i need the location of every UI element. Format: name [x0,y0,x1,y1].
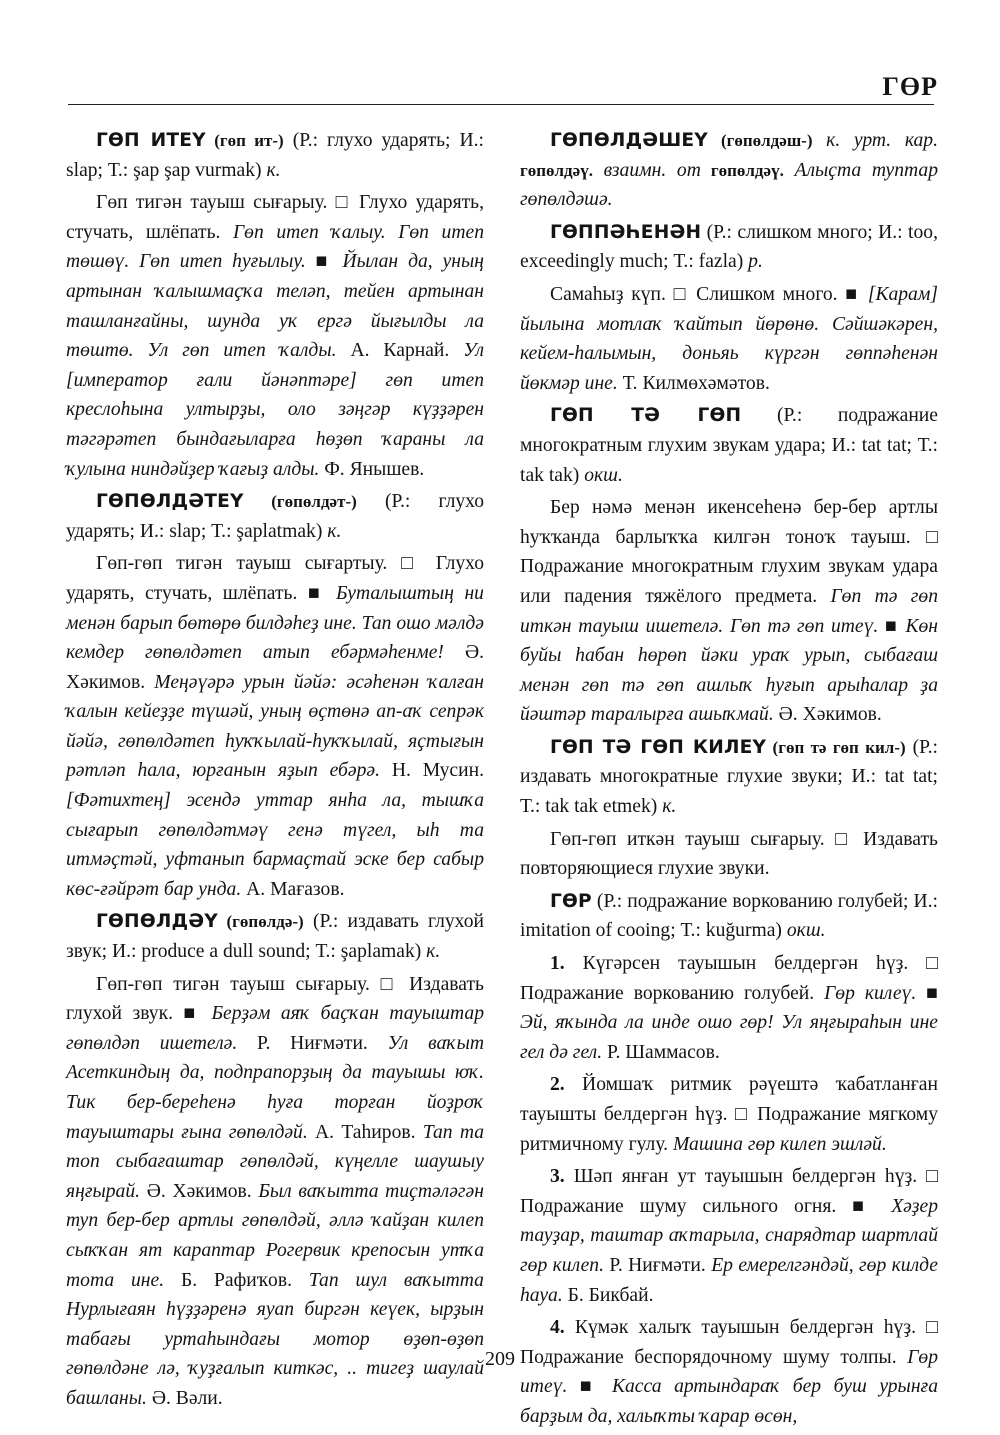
body-text: (Р.: издавать глухой звук; И.: produce a dull sound; Т.: şaplamak) [66,911,484,963]
body-text: Ә. Хәкимов. [773,704,882,726]
italic-example: к. [266,159,281,181]
body-text: Ә. Хәкимов. [140,1180,259,1202]
body-text: А. Таһиров. [307,1121,423,1143]
body-text: ■ [916,982,939,1004]
entry-body-paragraph [520,493,938,730]
entry-headword-paragraph [66,487,484,546]
bold-form: (гөп ит-) [205,131,284,150]
body-text: Ә. Вәли. [146,1387,223,1409]
entry-body-paragraph [66,549,484,904]
page-number: 209 [485,1348,515,1370]
bold-form: (гөпөлдә-) [217,912,304,932]
body-text: (Р.: глухо ударять; И.: slap; Т.: şaplatmak) [66,491,485,542]
body-text: Күмәк халыҡ тауышын белдергән һүҙ. □ Подражание беспорядочному шуму толпы. [520,1317,938,1368]
italic-example: Йылан да, уның артынан ҡалышмаҫҡа теләп, тейен артынан ташланғайны, шунда уҡ ергә йығылды ла төштө. Ул гөп итеп ҡалды. [66,251,485,362]
italic-example: Буталыштың ни менән барып бөтөрө билдәһеҙ ине. Тап ошо мәлдә кемдер гөпөлдәтеп атып ебәрмәһенме! [66,582,484,664]
italic-example: Ул ваҡыт Асеткиндың да, подпрапорҙың да тауышы юҡ. Тик бер-береһенә һуға торған йоҙроҡ тауыштары ғына гөпөлдәй. [66,1032,484,1143]
italic-example: Эй, яҡында ла инде ошо гөр! Ул яңғыраһын ине гел дә гел. [520,1012,938,1063]
body-text: Т. Килмөхәмәтов. [617,372,770,394]
italic-example: Меңәүәрә урын йәйә: әсәһенән ҡалған ҡалын кейеҙҙе түшәй, уның өҫтөнә ап-аҡ сепрәк йәйә, гөпөлдәтеп һуҡҡылай-һуҡҡылай, яҫтығын рәтләп һала, юрғанын яҙып ебәрә. [66,671,484,782]
entry-body-paragraph [66,970,484,1414]
body-text: Б. Бикбай. [562,1284,654,1306]
entry-body-paragraph [520,1313,938,1431]
entry-body-paragraph [520,825,938,884]
body-text: ■ [878,615,906,637]
italic-example: взаимн. от [592,159,701,181]
body-text: (Р.: слишком много; И.: too, exceedingly much; Т.: fazla) [520,221,938,273]
italic-example: Гөп тә гөп иткән тауыш ишетелә. Гөп тә гөп итеү. [520,585,938,637]
body-text: Күгәрсен тауышын белдергән һүҙ. □ Подражание воркованию голубей. [520,953,938,1004]
entry-body-paragraph [66,188,484,484]
italic-example: р. [748,251,763,273]
italic-example: окш. [786,920,826,942]
italic-example: к. [662,796,677,818]
bold-form: гөпөлдәү. [520,160,593,180]
body-text [813,130,827,151]
italic-example: к. [327,520,342,542]
headword: ГӨПӨЛДӘҮ [96,911,218,933]
italic-example: Тап та топ сыбағаштар гөпөлдәй, күңелле шаушыу яңғырай. [66,1121,485,1202]
headword: ГӨП ТӘ ГӨП КИЛЕҮ [550,736,767,758]
body-text: Гөп-гөп тигән тауыш сығартыу. □ Глухо ударять, стучать, шлёпать. ■ [66,553,484,604]
entry-headword-paragraph [520,218,938,277]
italic-example: Тап шул ваҡытта Нурлығаян һүҙҙәренә яуап биргән кеүек, ырҙын табағы уртаһындағы мотор өҙөп-өҙөп гөпөлдәне лә, ҡуҙғалып киткәс, .. тигеҙ шаулай башланы. [66,1269,484,1409]
body-text: Р. Ниғмәти. [237,1032,388,1054]
bold-form: гөпөлдәү. [700,160,784,180]
entry-body-paragraph [520,1162,938,1310]
body-text: ■ [567,1376,612,1398]
right-column [520,126,938,1435]
body-text: А. Мағазов. [241,878,345,900]
body-text: (Р.: подражание многократным глухим звукам удара; И.: tat tat; Т.: tak tak) [520,405,938,486]
body-text: (Р.: подражание воркованию голубей; И.: imitation of cooing; Т.: kuğurma) [520,890,938,942]
italic-example: [Фәтихтең] эсендә уттар янһа ла, тышҡа сығарып гөпөлдәтмәү генә түгел, ыһ та итмәҫтәй, уфтанып бармаҫтай эске бер сабыр көс-ғәйрәт бар унда. [66,790,484,900]
body-text: Ф. Янышев. [319,458,425,480]
italic-example: Ер емерелгәндәй, гөр килде һауа. [520,1254,938,1306]
entry-headword-paragraph [520,887,938,946]
sense-number: 4. [550,1317,565,1339]
sense-number: 3. [550,1166,565,1188]
headword: ГӨППӘҺЕНӘН [550,221,702,243]
italic-example: Алыҫта туптар гөпөлдәшә. [520,159,938,211]
headword: ГӨП ТӘ ГӨП [550,405,742,427]
entry-headword-paragraph [520,401,938,490]
left-column [66,126,484,1417]
entry-headword-paragraph [520,126,938,215]
body-text: Гөп тигән тауыш сығарыу. □ Глухо ударять, стучать, шлёпать. [66,192,484,243]
italic-example: окш. [584,464,623,486]
entry-body-paragraph [520,280,938,398]
italic-example: Гөр итеү. [520,1346,938,1398]
italic-example: [Карам] йылына мотлаҡ ҡайтып йөрөнө. Сәйшәкәрен, кейем-һалымын, доньяь күргән гөппәһенән йөкмәр ине. [520,283,938,394]
italic-example: к. урт. кар. [826,130,938,151]
header-rule [68,104,934,105]
body-text: Р. Шаммасов. [602,1041,720,1063]
bold-form: (гөп тә гөп кил-) [766,737,906,757]
italic-example: к. [426,941,441,963]
italic-example: Машина гөр килеп эшләй. [672,1133,887,1155]
headword: ГӨПӨЛДӘШЕҮ [550,130,708,151]
italic-example: Был ваҡытта тиҫтәләгән туп бер-бер артлы гөпөлдәй, әллә ҡайҙан килеп сыҡҡан ят караптар Рогервик крепосын утҡа тота ине. [66,1180,484,1291]
entry-body-paragraph [520,1070,938,1159]
italic-example: Ул [император ғали йәнәптәре] гөп итеп креслоһына ултырҙы, оло зәңгәр күҙҙәрен тәгәрәтеп бындағыларға һөҙөп ҡараны ла ҡулына ниндәйҙер ҡағыҙ алды. [66,340,485,480]
bold-form: (гөпөлдәт-) [243,492,357,512]
body-text: Ә. Хәкимов. [66,642,484,693]
italic-example: Берҙәм аяҡ баҫҡан тауыштар гөпөлдәп ишетелә. [66,1003,484,1054]
headword: ГӨР [550,890,592,912]
italic-example: Касса артындараҡ бер буш урынға барҙым да, халыҡты ҡарар өсөн, [520,1376,938,1427]
entry-headword-paragraph [66,126,484,185]
headword: ГӨПӨЛДӘТЕҮ [96,491,244,513]
body-text: Р. Ниғмәти. [604,1254,712,1276]
body-text: Самаһыҙ күп. □ Слишком много. ■ [550,283,868,305]
body-text: ■ [305,251,343,273]
entry-headword-paragraph [520,733,938,822]
sense-number: 2. [550,1074,565,1096]
italic-example: Көн буйы һабан һөрөп йәки ураҡ урып, сыбағаш менән гөп тә гөп ашлыҡ һуғып арыһалар ҙа йәштәр таралырға ашыҡмай. [520,615,938,726]
italic-example: Хәҙер тауҙар, таштар аҡтарыла, снарядтар шартлай гөр килеп. [520,1195,938,1276]
entry-headword-paragraph [66,907,484,966]
body-text: Гөп-гөп иткән тауыш сығарыу. □ Издавать повторяющиеся глухие звуки. [520,828,938,880]
italic-example: Гөр килеү. [824,982,917,1004]
body-text: Гөп-гөп тигән тауыш сығарыу. □ Издавать глухой звук. ■ [66,973,484,1025]
body-text: Йомшаҡ ритмик рәүештә ҡабатланған тауышты белдергән һүҙ. □ Подражание мягкому ритмичному гулу. [520,1074,938,1155]
body-text: А. Карнай. [336,340,464,362]
body-text: Б. Рафиҡов. [164,1269,309,1291]
body-text: (Р.: глухо ударять; И.: slap; Т.: şap şap vurmak) [66,130,485,181]
body-text: Бер нәмә менән икенсеһенә бер-бер артлы һуҡҡанда барлыҡҡа килгән тоноҡ тауыш. □ Подражание многократным глухим звукам удара или падения тяжёлого предмета. [520,497,938,607]
body-text: Н. Мусин. [380,760,484,782]
headword: ГӨП ИТЕҮ [96,130,206,151]
bold-form: (гөпөлдәш-) [707,131,813,150]
running-head: ГӨР [882,72,938,101]
italic-example: Гөп итеп ҡалыу. Гөп итеп төшөү. Гөп итеп һуғылыу. [66,221,484,273]
body-text: (Р.: издавать многократные глухие звуки; И.: tat tat; Т.: tak tak etmek) [520,736,938,818]
sense-number: 1. [550,953,565,975]
entry-body-paragraph [520,949,938,1067]
body-text: Шәп янған ут тауышын белдергән һүҙ. □ Подражание шуму сильного огня. ■ [520,1166,938,1217]
